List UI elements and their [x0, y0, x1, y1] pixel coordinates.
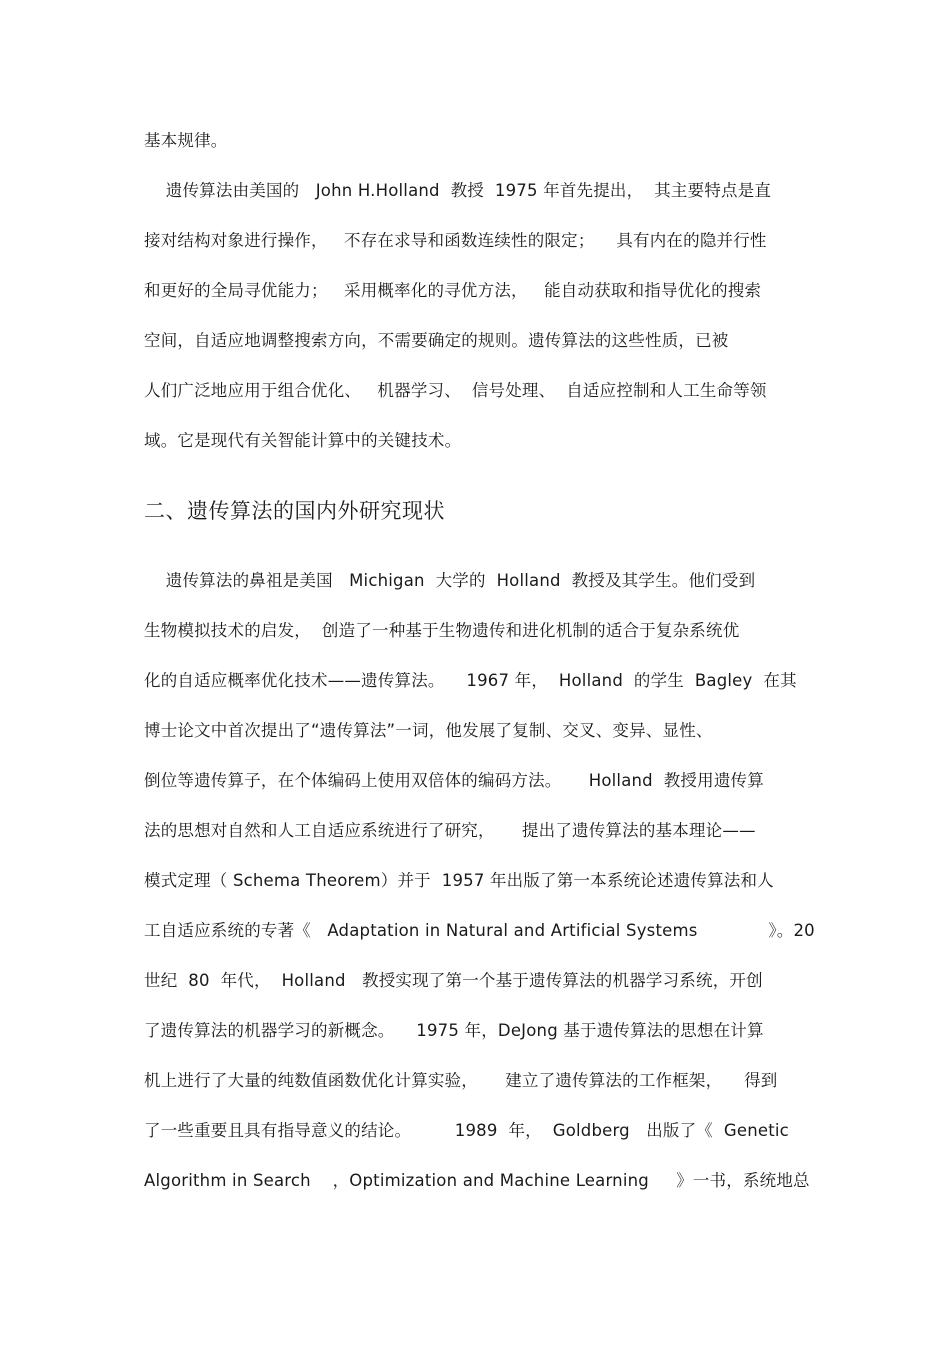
text-line: 世纪 80 年代， Holland 教授实现了第一个基于遗传算法的机器学习系统，开创 [144, 971, 763, 990]
text-line: 空间，自适应地调整搜索方向，不需要确定的规则。遗传算法的这些性质，已被 [144, 331, 729, 350]
text-line: 基本规律。 [144, 131, 228, 150]
text-line: 和更好的全局寻优能力； 采用概率化的寻优方法， 能自动获取和指导优化的搜索 [144, 281, 762, 300]
text-line: 了遗传算法的机器学习的新概念。 1975 年，DeJong 基于遗传算法的思想在计算 [144, 1021, 764, 1040]
text-line: 博士论文中首次提出了“遗传算法”一词，他发展了复制、交叉、变异、显性、 [144, 721, 713, 740]
text-line: 倒位等遗传算子，在个体编码上使用双倍体的编码方法。 Holland 教授用遗传算 [144, 771, 764, 790]
text-line: 化的自适应概率优化技术——遗传算法。 1967 年， Holland 的学生 Bagley 在其 [144, 671, 797, 690]
text-line: 遗传算法的鼻祖是美国 Michigan 大学的 Holland 教授及其学生。他们受到 [144, 571, 756, 590]
text-line: 机上进行了大量的纯数值函数优化计算实验， 建立了遗传算法的工作框架， 得到 [144, 1071, 778, 1090]
text-line: 人们广泛地应用于组合优化、 机器学习、 信号处理、 自适应控制和人工生命等领 [144, 381, 767, 400]
text-line: 生物模拟技术的启发， 创造了一种基于生物遗传和进化机制的适合于复杂系统优 [144, 621, 740, 640]
text-line: 遗传算法由美国的 John H.Holland 教授 1975 年首先提出， 其主要特点是直 [144, 181, 772, 200]
text-line: 域。它是现代有关智能计算中的关键技术。 [144, 431, 462, 450]
section-heading: 二、遗传算法的国内外研究现状 [144, 499, 445, 523]
text-line: 法的思想对自然和人工自适应系统进行了研究， 提出了遗传算法的基本理论—— [144, 821, 756, 840]
text-line: 工自适应系统的专著《 Adaptation in Natural and Artificial Systems 》。20 [144, 921, 815, 940]
text-line: Algorithm in Search ，Optimization and Machine Learning 》一书，系统地总 [144, 1171, 810, 1190]
text-line: 了一些重要且具有指导意义的结论。 1989 年， Goldberg 出版了《 Genetic [144, 1121, 789, 1140]
text-line: 接对结构对象进行操作， 不存在求导和函数连续性的限定； 具有内在的隐并行性 [144, 231, 767, 250]
text-line: 模式定理（ Schema Theorem）并于 1957 年出版了第一本系统论述遗传算法和人 [144, 871, 774, 890]
